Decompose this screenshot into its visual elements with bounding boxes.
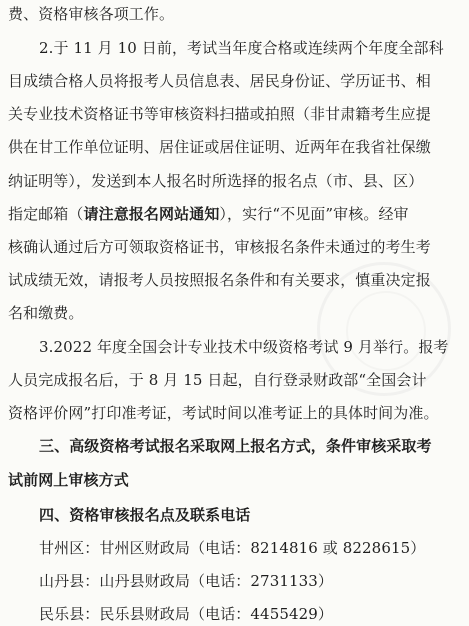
section-heading-line: 三、高级资格考试报名采取网上报名方式，条件审核采取考 [39,437,432,455]
paragraph-line-with-emphasis [8,204,409,224]
section-heading-line: 试前网上审核方式 [8,471,129,489]
contact-line: 甘州区：甘州区财政局（电话：8214816 或 8228615） [39,539,426,557]
paragraph-line: 3.2022 年度全国会计专业技术中级资格考试 9 月举行。报考 [39,338,449,356]
contact-line: 民乐县：民乐县财政局（电话：4455429） [39,605,334,623]
section-heading-line: 四、资格审核报名点及联系电话 [39,506,251,524]
contact-line: 山丹县：山丹县财政局（电话：2731133） [39,572,334,590]
paragraph-line: 关专业技术资格证书等审核资料扫描或拍照（非甘肃籍考生应提 [8,105,431,123]
paragraph-line: 纳证明等），发送到本人报名时所选择的报名点（市、县、区） [8,172,424,190]
paragraph-line: 费、资格审核各项工作。 [8,5,175,23]
paragraph-line: 资格评价网”打印准考证，考试时间以准考证上的具体时间为准。 [8,404,439,422]
paragraph-line: 名和缴费。 [8,304,84,322]
emphasis-text: 请注意报名网站通知 [83,205,220,223]
paragraph-line: 核确认通过后方可领取资格证书，审核报名条件未通过的考生考 [8,238,431,256]
paragraph-line: 目成绩合格人员将报考人员信息表、居民身份证、学历证书、相 [8,72,431,90]
paragraph-line: 2.于 11 月 10 日前，考试当年度合格或连续两个年度全部科 [39,39,444,57]
line-prefix: 指定邮箱（ [8,205,84,223]
paragraph-line: 供在甘工作单位证明、居住证或居住证明、近两年在我省社保缴 [8,138,431,156]
line-suffix: ），实行“不见面”审核。经审 [219,205,409,223]
paragraph-line: 人员完成报名后，于 8 月 15 日起，自行登录财政部“全国会计 [8,371,427,389]
paragraph-line: 试成绩无效，请报考人员按照报名条件和有关要求，慎重决定报 [8,271,431,289]
